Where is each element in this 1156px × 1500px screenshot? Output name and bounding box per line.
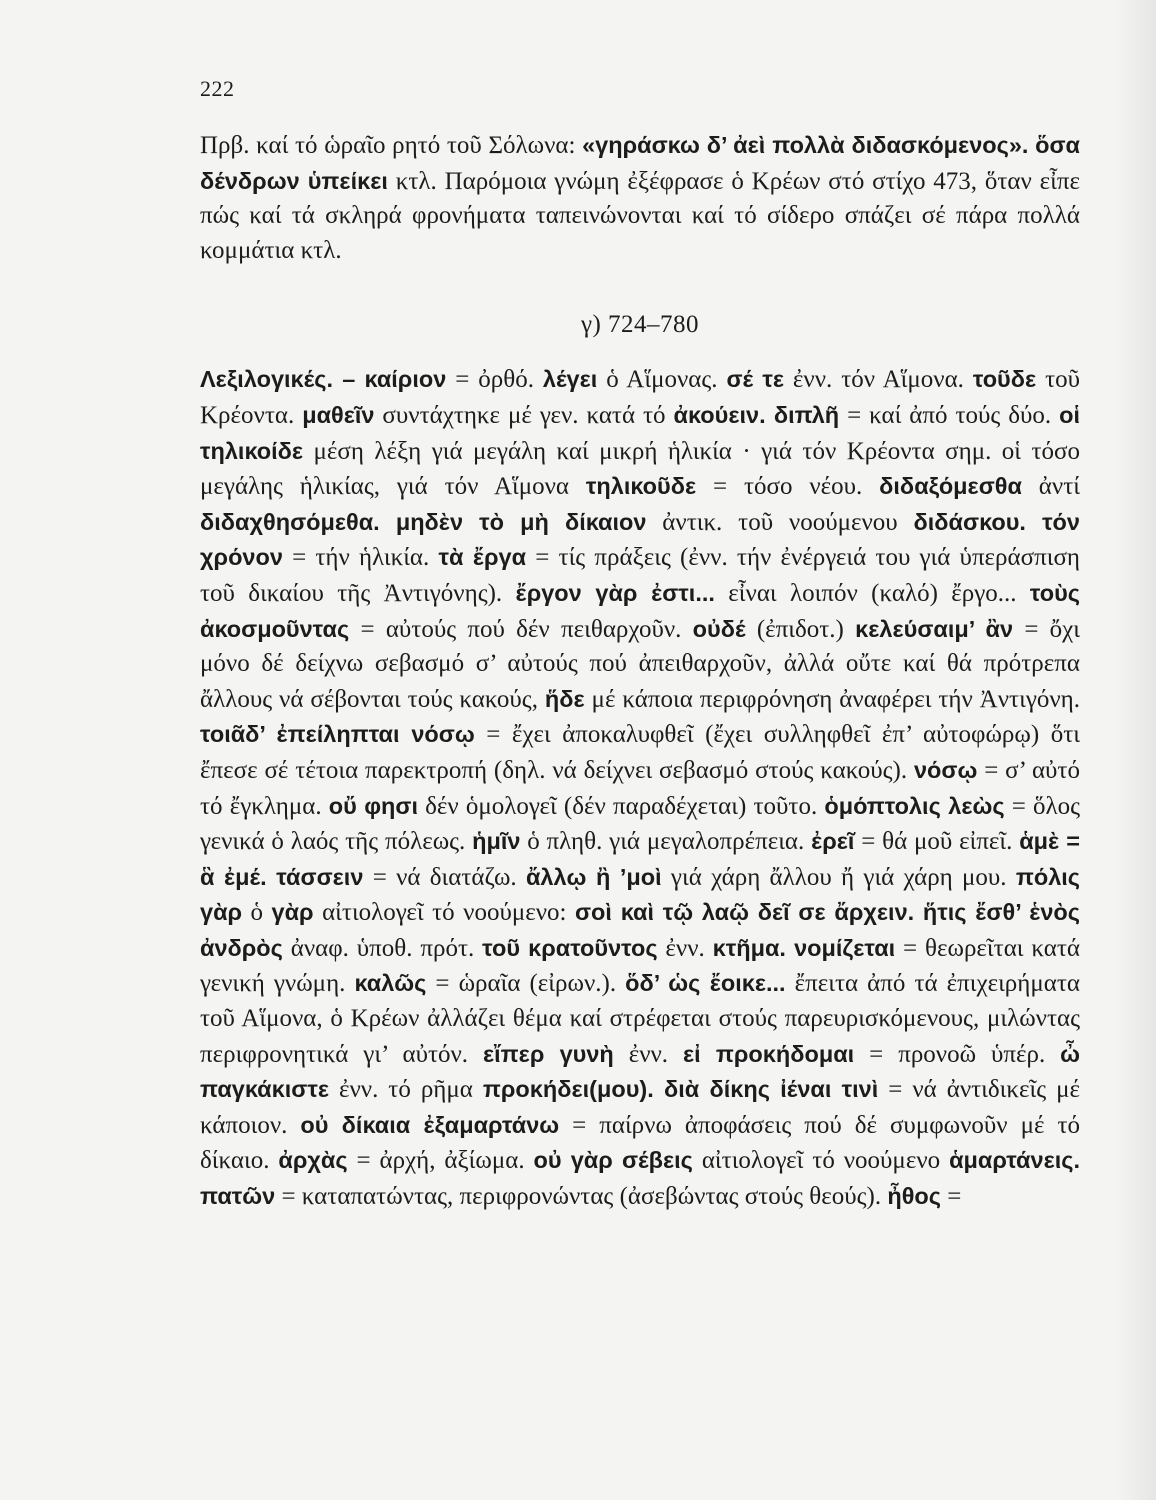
lemma-term: ἄλλῳ ἢ ’μοὶ bbox=[525, 863, 662, 890]
gloss-text: ὁ Αἵμονας. bbox=[597, 366, 727, 394]
lemma-term: σέ τε bbox=[726, 366, 784, 393]
lemma-term: τοιᾶδ’ ἐπείληπται νόσῳ bbox=[200, 721, 475, 748]
lemma-term: κτῆμα. νομίζεται bbox=[712, 934, 896, 961]
lemma-term: διδαχθησόμεθα. μηδὲν τὸ μὴ δίκαιον bbox=[200, 508, 647, 535]
gloss-text: = θεωρεῖται κατά γενική γνώμη. bbox=[200, 934, 1080, 998]
lemma-term: ἁμὲ = ἃ ἐμέ. τάσσειν bbox=[200, 828, 1080, 890]
lemma-term: ἀρχὰς bbox=[278, 1147, 348, 1174]
lemma-term: νόσῳ bbox=[913, 756, 978, 783]
lemma-term: γὰρ bbox=[271, 899, 314, 926]
gloss-text: Πρβ. καί τό ὡραῖο ρητό τοῦ Σόλωνα: bbox=[200, 132, 583, 159]
lemma-term: προκήδει(μου). διὰ δίκης ἰέναι τινὶ bbox=[482, 1076, 879, 1103]
gloss-text: μέ κάποια περιφρόνηση ἀναφέρει τήν Ἀντιγόνη. bbox=[584, 685, 1080, 713]
lemma-term: ἡμῖν bbox=[472, 828, 521, 855]
lemma-term: ἦθος bbox=[887, 1183, 942, 1210]
gloss-text: ὁ bbox=[242, 899, 272, 927]
gloss-text: αἰτιολογεῖ τό νοούμενο: bbox=[313, 899, 575, 927]
lemma-term: τοὺς ἀκοσμοῦντας bbox=[200, 579, 1080, 642]
lemma-term: τοῦδε bbox=[972, 366, 1037, 393]
lemma-term: οὐ δίκαια ἐξαμαρτάνω bbox=[300, 1111, 560, 1138]
gloss-text: = ὄχι μόνο δέ δείχνω σεβασμό σ’ αὐτούς πού ἀπειθαρχοῦν, ἀλλά οὔτε καί θά πρότρεπα ἄλλους νά σέβονται τούς κακούς, bbox=[200, 615, 1081, 713]
lemma-term: ὅσα δένδρων ὑπείκει bbox=[200, 132, 1081, 194]
gloss-text: μέση λέξη γιά μεγάλη καί μικρή ἡλικία · γιά τόν Κρέοντα σημ. οἱ τόσο μεγάλης ἡλικίας, γιά τόν Αἵμονα bbox=[200, 437, 1080, 501]
gloss-text: = νά ἀντιδικεῖς μέ κάποιον. bbox=[200, 1076, 1081, 1139]
lemma-term: ὁμόπτολις λεὼς bbox=[824, 792, 1005, 819]
lemma-term: τὰ ἔργα bbox=[438, 544, 527, 571]
gloss-text: ἔπειτα ἀπό τά ἐπιχειρήματα τοῦ Αἵμονα, ὁ Κρέων ἀλλάζει θέμα καί στρέφεται στούς παρευρισκόμενους, μιλώντας περιφρονητικά γι’ αὐτόν. bbox=[200, 970, 1081, 1068]
lemma-term: διδαξόμεσθα bbox=[879, 473, 1022, 500]
page-number: 222 bbox=[200, 76, 235, 101]
gloss-text: = ἔχει ἀποκαλυφθεῖ (ἔχει συλληφθεῖ ἐπ’ αὐτοφώρῳ) ὅτι ἔπεσε σέ τέτοια παρεκτροπή (δηλ. νά δείχνει σεβασμό στούς κακούς). bbox=[200, 721, 1080, 784]
gloss-text: (ἐπιδοτ.) bbox=[745, 615, 856, 643]
lemma-term: εἰ προκήδομαι bbox=[683, 1040, 855, 1067]
gloss-text: = καί ἀπό τούς δύο. bbox=[839, 401, 1060, 429]
gloss-text: εἶναι λοιπόν (καλό) ἔργο... bbox=[714, 579, 1030, 607]
gloss-text: = ὡραῖα (εἰρων.). bbox=[426, 970, 626, 998]
lemma-term: καλῶς bbox=[354, 970, 427, 997]
gloss-text: αἰτιολογεῖ τό νοούμενο bbox=[692, 1147, 950, 1175]
lemma-term: ἥδε bbox=[544, 685, 585, 712]
gloss-text: τοῦ Κρέοντα. bbox=[200, 366, 1080, 429]
lemma-term: ἐρεῖ bbox=[811, 828, 855, 855]
lemma-term: πόλις γὰρ bbox=[200, 863, 1081, 926]
lemma-term: «γηράσκω δ’ ἀεὶ πολλὰ διδασκόμενος». bbox=[582, 132, 1029, 158]
intro-paragraph bbox=[200, 128, 1080, 268]
lemma-term: ἔργον γὰρ ἐστι... bbox=[515, 579, 715, 606]
gloss-text: = προνοῶ ὑπέρ. bbox=[854, 1040, 1061, 1068]
gloss-text: ἐνν. τόν Αἵμονα. bbox=[783, 366, 973, 394]
gloss-text: = καταπατώντας, περιφρονώντας (ἀσεβώντας στούς θεούς). bbox=[275, 1183, 888, 1211]
gloss-text: ἀντί bbox=[1021, 473, 1080, 501]
lemma-term: κελεύσαιμ’ ἂν bbox=[855, 615, 1014, 642]
lemma-term: σοὶ καὶ τῷ λαῷ δεῖ σε ἄρχειν. ἥτις ἔσθ’ ἑνὸς ἀνδρὸς bbox=[200, 899, 1081, 961]
gloss-text: ἐνν. τό ρῆμα bbox=[328, 1076, 483, 1104]
lemma-term: τοῦ κρατοῦντος bbox=[482, 934, 658, 961]
gloss-text: = bbox=[941, 1183, 962, 1211]
lemma-term: μαθεῖν bbox=[302, 401, 375, 428]
lemma-term: Λεξιλογικές. – καίριον bbox=[200, 366, 447, 393]
commentary-paragraph bbox=[200, 362, 1080, 1214]
gloss-text: ὁ πληθ. γιά μεγαλοπρέπεια. bbox=[520, 828, 812, 856]
gloss-text: ἀναφ. ὑποθ. πρότ. bbox=[282, 934, 483, 962]
gloss-text: ἐνν. bbox=[613, 1040, 683, 1068]
gloss-text: = ὀρθό. bbox=[446, 366, 543, 394]
lemma-term: λέγει bbox=[542, 366, 598, 393]
lemma-term: εἴπερ γυνὴ bbox=[483, 1040, 614, 1067]
gloss-text: = θά μοῦ εἰπεῖ. bbox=[854, 828, 1020, 856]
lemma-term: οἱ τηλικοίδε bbox=[200, 401, 1080, 464]
gloss-text: = τήν ἡλικία. bbox=[282, 544, 439, 572]
section-heading: γ) 724–780 bbox=[580, 311, 700, 339]
book-page bbox=[200, 76, 1080, 1215]
gloss-text: = νά διατάζω. bbox=[363, 863, 526, 891]
lemma-term: οὐδέ bbox=[692, 615, 746, 642]
gloss-text: = τόσο νέου. bbox=[696, 473, 880, 501]
gloss-text: = ὅλος γενικά ὁ λαός τῆς πόλεως. bbox=[200, 792, 1080, 856]
gloss-text: συντάχτηκε μέ γεν. κατά τό bbox=[374, 401, 674, 429]
gloss-text: = παίρνω ἀποφάσεις πού δέ συμφωνοῦν μέ τό δίκαιο. bbox=[200, 1111, 1080, 1175]
lemma-term: ἀκούειν. διπλῆ bbox=[673, 401, 840, 428]
gloss-text: = αὐτούς πού δέν πειθαρχοῦν. bbox=[349, 615, 693, 643]
lemma-term: ὦ παγκάκιστε bbox=[200, 1040, 1081, 1103]
gloss-text: = σ’ αὐτό τό ἔγκλημα. bbox=[200, 756, 1080, 820]
lemma-term: ἁμαρτάνεις. πατῶν bbox=[200, 1147, 1080, 1210]
lemma-term: οὐ γὰρ σέβεις bbox=[533, 1147, 693, 1174]
gloss-text: ἀντικ. τοῦ νοούμενου bbox=[646, 508, 914, 536]
lemma-term: διδάσκου. τόν χρόνον bbox=[200, 508, 1080, 571]
gloss-text: = ἀρχή, ἀξίωμα. bbox=[347, 1147, 534, 1175]
lemma-term: τηλικοῦδε bbox=[585, 473, 697, 500]
gloss-text: ἐνν. bbox=[657, 934, 713, 962]
lemma-term: ὅδ’ ὡς ἔοικε... bbox=[625, 970, 786, 997]
lemma-term: οὔ φησι bbox=[328, 792, 418, 819]
gloss-text: δέν ὁμολογεῖ (δέν παραδέχεται) τοῦτο. bbox=[417, 792, 825, 820]
gloss-text: γιά χάρη ἄλλου ἤ γιά χάρη μου. bbox=[661, 863, 1016, 891]
page-shadow bbox=[1116, 0, 1156, 1500]
gloss-text: κτλ. Παρόμοια γνώμη ἐξέφρασε ὁ Κρέων στό στίχο 473, ὅταν εἶπε πώς καί τά σκληρά φρονήματα ταπεινώνονται καί τό σίδερο σπάζει σέ πάρα πολλά κομμάτια κτλ. bbox=[200, 167, 1080, 264]
gloss-text: = τίς πράξεις (ἐνν. τήν ἐνέργειά του γιά ὑπεράσπιση τοῦ δικαίου τῆς Ἀντιγόνης). bbox=[200, 544, 1081, 607]
